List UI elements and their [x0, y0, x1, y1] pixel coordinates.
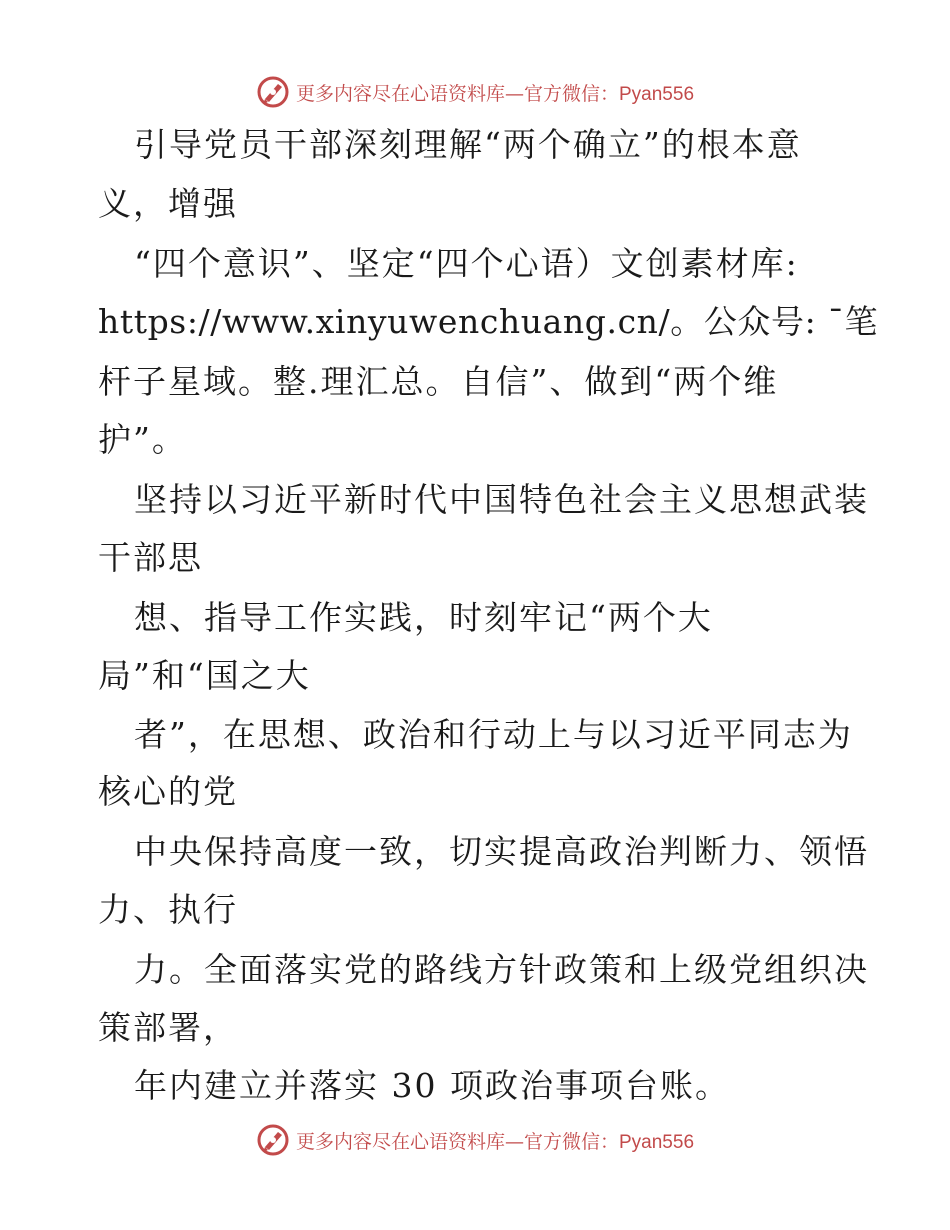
- text-line: 力、执行: [98, 890, 238, 929]
- text-line: 局”和“国之大: [98, 656, 311, 695]
- text-line: 年内建立并落实 30 项政治事项台账。: [134, 1066, 730, 1105]
- text-line: 想、指导工作实践，时刻牢记“两个大: [134, 598, 713, 637]
- text-line: 策部署，: [98, 1008, 238, 1047]
- banner-separator: —: [504, 1130, 524, 1153]
- banner-main-text: 更多内容尽在心语资料库: [295, 82, 505, 105]
- text-line: 者”，在思想、政治和行动上与以习近平同志为: [134, 715, 853, 754]
- text-line: 杆子星域。整.理汇总。自信”、做到“两个维: [98, 362, 779, 401]
- text-line: 干部思: [98, 538, 203, 577]
- text-line: 力。全面落实党的路线方针政策和上级党组织决: [134, 950, 869, 989]
- pen-logo-icon: [256, 1123, 290, 1157]
- banner-official-label: 官方微信：: [523, 1130, 619, 1153]
- banner-separator: —: [504, 82, 524, 105]
- banner-text: [296, 1127, 694, 1154]
- text-line: 义，增强: [98, 184, 238, 223]
- banner-wechat-id: Pyan556: [619, 83, 695, 105]
- banner-official-label: 官方微信：: [523, 82, 619, 105]
- footer-banner: [0, 1120, 950, 1160]
- text-line: 坚持以习近平新时代中国特色社会主义思想武装: [134, 480, 869, 519]
- text-line: 引导党员干部深刻理解“两个确立”的根本意: [134, 125, 802, 164]
- text-line: https://www.xinyuwenchuang.cn/。公众号: ¯笔: [98, 302, 879, 341]
- banner-wechat-id: Pyan556: [619, 1131, 695, 1153]
- text-line: 中央保持高度一致，切实提高政治判断力、领悟: [134, 832, 869, 871]
- text-line: 核心的党: [98, 772, 238, 811]
- banner-main-text: 更多内容尽在心语资料库: [295, 1130, 505, 1153]
- text-line: “四个意识”、坚定“四个心语）文创素材库:: [134, 244, 799, 283]
- text-line: 护”。: [98, 420, 187, 459]
